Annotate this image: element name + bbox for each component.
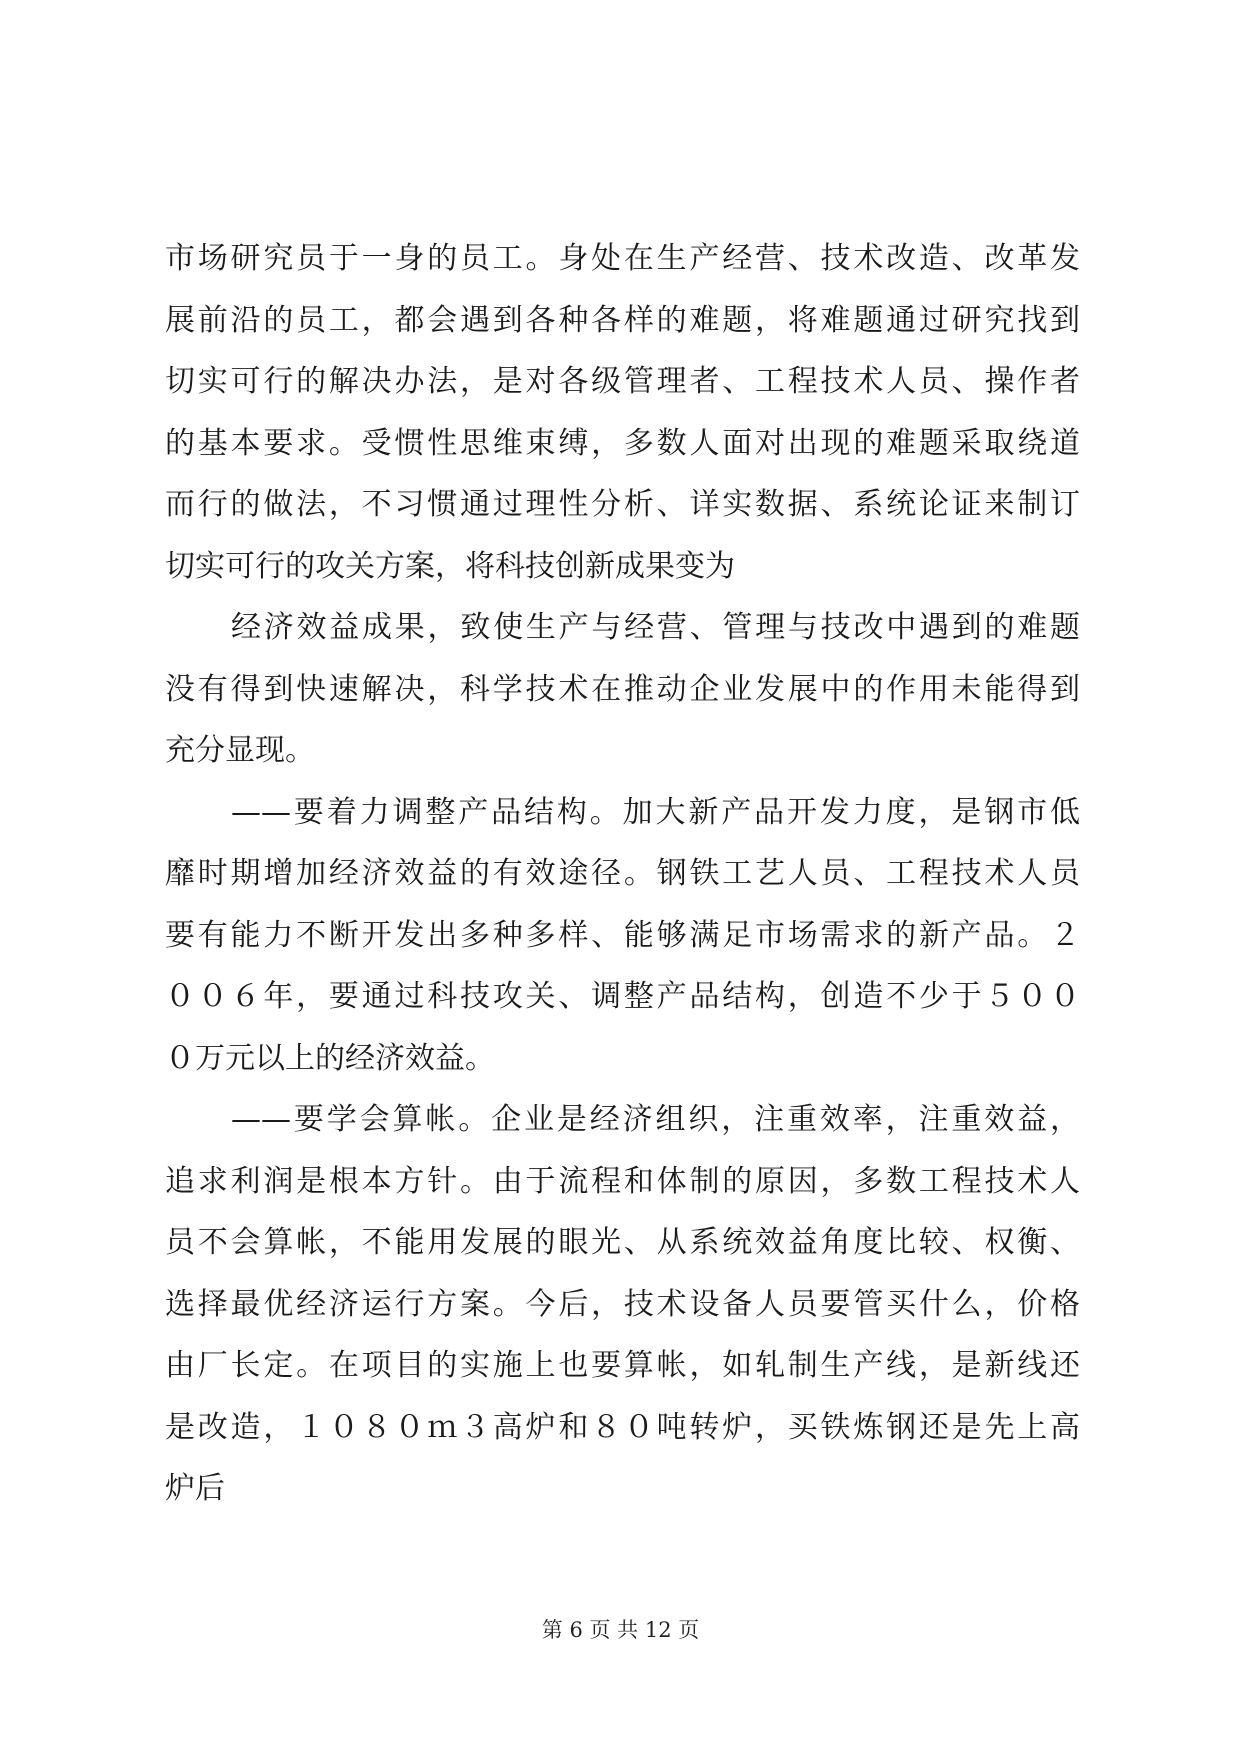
text-line: 员不会算帐，不能用发展的眼光、从系统效益角度比较、权衡、	[165, 1225, 1080, 1260]
text-line: 炉后	[165, 1471, 225, 1506]
text-line: 而行的做法，不习惯通过理性分析、详实数据、系统论证来制订	[165, 487, 1080, 522]
text-line: 没有得到快速解决，科学技术在推动企业发展中的作用未能得到	[165, 671, 1080, 707]
text-line: 展前沿的员工，都会遇到各种各样的难题，将难题通过研究找到	[165, 302, 1080, 338]
text-line: 由厂长定。在项目的实施上也要算帐，如轧制生产线，是新线还	[165, 1348, 1080, 1383]
text-line: ——要着力调整产品结构。加大新产品开发力度，是钢市低	[231, 794, 1080, 830]
text-line: 要有能力不断开发出多种多样、能够满足市场需求的新产品。２	[165, 917, 1080, 953]
text-line: ００６年，要通过科技攻关、调整产品结构，创造不少于５００	[165, 979, 1080, 1014]
text-line: 靡时期增加经济效益的有效途径。钢铁工艺人员、工程技术人员	[165, 856, 1080, 891]
body-text	[165, 228, 1080, 1520]
text-line: 切实可行的攻关方案，将科技创新成果变为	[165, 548, 735, 584]
text-line: 选择最优经济运行方案。今后，技术设备人员要管买什么，价格	[165, 1286, 1080, 1322]
text-line: 市场研究员于一身的员工。身处在生产经营、技术改造、改革发	[165, 241, 1080, 276]
text-line: 追求利润是根本方针。由于流程和体制的原因，多数工程技术人	[165, 1163, 1080, 1199]
text-line: 是改造，１０８０ｍ３高炉和８０吨转炉，买铁炼钢还是先上高	[165, 1409, 1080, 1445]
page-number-footer: 第 6 页 共 12 页	[541, 1618, 700, 1642]
text-line: 经济效益成果，致使生产与经营、管理与技改中遇到的难题	[231, 610, 1080, 645]
text-line: 的基本要求。受惯性思维束缚，多数人面对出现的难题采取绕道	[165, 425, 1080, 461]
text-line: ——要学会算帐。企业是经济组织，注重效率，注重效益，	[231, 1102, 1080, 1137]
text-line: 切实可行的解决办法，是对各级管理者、工程技术人员、操作者	[165, 364, 1080, 399]
text-line: 充分显现。	[165, 733, 315, 768]
text-line: ０万元以上的经济效益。	[165, 1040, 495, 1076]
